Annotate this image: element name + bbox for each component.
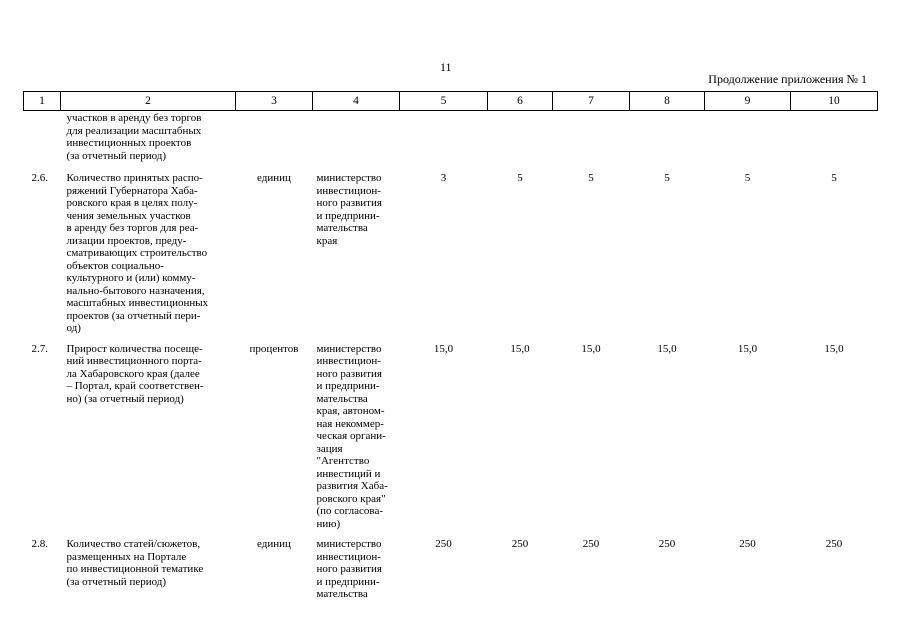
row-number: 2.7. (31, 342, 48, 355)
col-header: 7 (553, 92, 630, 111)
page-number: 11 (440, 60, 452, 74)
value: 250 (739, 538, 756, 550)
value: 250 (582, 538, 600, 550)
responsible: министерство инвестицион- ного развития и предприни- мательства края (316, 172, 382, 247)
value: 250 (435, 538, 452, 550)
header-row (24, 92, 878, 111)
value: 5 (517, 172, 523, 184)
col-header: 9 (705, 92, 791, 111)
unit: процентов (249, 342, 299, 355)
col-header: 5 (400, 92, 488, 111)
responsible: министерство инвестицион- ного развития и предприни- мательства края, автоном- ная некоммер- ческая органи- зация "Агентство инвестиций и развития Хаба- ровского края" (по согласова- нию) (316, 342, 388, 530)
indicator-name: Прирост количества посеще- ний инвестиционного порта- ла Хабаровского края (далее – Портал, край соответствен- но) (за отчетный период) (66, 342, 204, 405)
value: 250 (658, 538, 676, 550)
value: 5 (744, 172, 751, 184)
col-header: 4 (313, 92, 400, 111)
table-row (24, 168, 878, 339)
col-header: 3 (236, 92, 313, 111)
table-row (24, 534, 878, 605)
responsible: министерство инвестицион- ного развития и предприни- мательства (316, 538, 382, 600)
value: 250 (511, 538, 529, 550)
value: 5 (664, 172, 670, 184)
continuation-heading: Продолжение приложения № 1 (708, 72, 867, 86)
col-header: 6 (488, 92, 553, 111)
col-header: 8 (630, 92, 705, 111)
continuation-row (24, 111, 878, 169)
continuation-text: участков в аренду без торгов для реализации масштабных инвестиционных проектов (за отчетный период) (66, 112, 202, 162)
indicator-name: Количество принятых распо- ряжений Губернатора Хаба- ровского края в целях полу- чения земельных участков в аренду без торгов для реа- лизации проектов, преду- сматривающих строительство объектов социально- культурного и (или) комму- нально-бытового назначения, масштабных инвестиционных проектов (за отчетный пери- од) (66, 172, 209, 334)
value: 15,0 (581, 342, 601, 355)
value: 5 (588, 172, 594, 184)
unit: единиц (257, 538, 291, 550)
value: 250 (825, 538, 843, 550)
col-header: 10 (791, 92, 878, 111)
value: 15,0 (737, 342, 758, 355)
table-row (24, 339, 878, 535)
unit: единиц (257, 172, 291, 184)
indicator-name: Количество статей/сюжетов, размещенных на Портале по инвестиционной тематике (за отчетный период) (66, 538, 204, 588)
value: 3 (440, 172, 447, 184)
value: 15,0 (657, 342, 677, 355)
value: 15,0 (433, 342, 454, 355)
row-number: 2.8. (31, 538, 48, 550)
value: 15,0 (510, 342, 530, 355)
col-header: 2 (61, 92, 236, 111)
value: 15,0 (824, 342, 844, 355)
value: 5 (831, 172, 837, 184)
indicators-table (23, 91, 878, 605)
row-number: 2.6. (31, 172, 48, 184)
col-header: 1 (24, 92, 61, 111)
